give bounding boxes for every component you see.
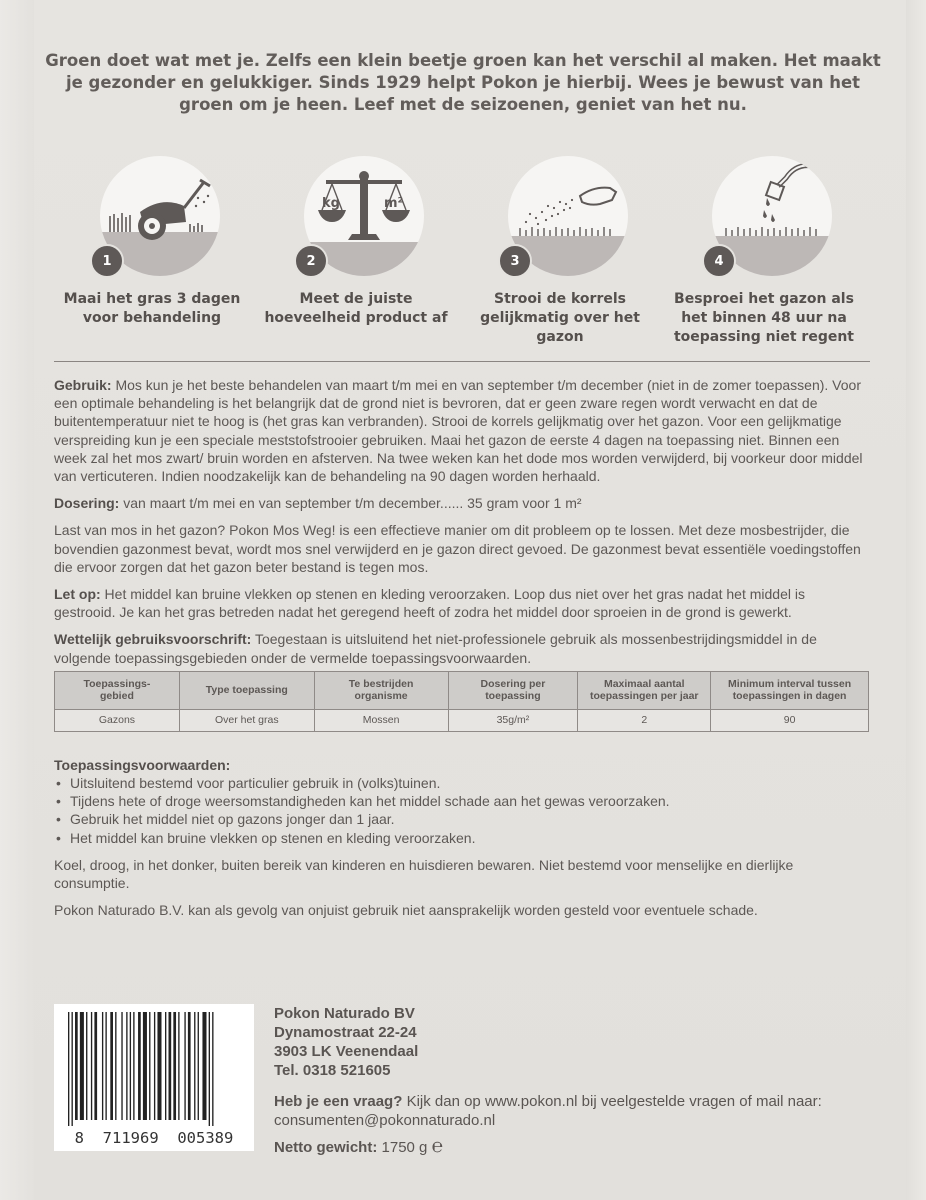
caution-text: Het middel kan bruine vlekken op stenen en kleding veroorzaken. Loop dus niet over het gras nadat het middel is gestrooid. Je kan het gras betreden nadat het geregend heeft of zodra het middel door sproeien in de grond is gewerkt. [54,586,805,621]
barcode-bar [86,1012,87,1120]
usage-text: Mos kun je het beste behandelen van maart t/m mei en van september t/m december (niet in de zomer toepassen). Voor een optimale behandeling is het belangrijk dat de grond niet is bevroren, dat er geen zware regen wordt verwacht en dat de buitentemperatuur niet te hoog is (het gras kan verbranden). Strooi de korrels gelijkmatig over het gazon. Voor een gelijkmatige verspreiding kun je een speciale meststofstrooier gebruiken. Maai het gazon de eerste 4 dagen na toepassing niet. Binnen een week zal het mos zwart/ bruin worden en afsterven. Na twee weken kan het dode mos worden verwijderd, bij voorkeur door middel van verticuteren. Indien noodzakelijk kan de behandeling na 90 dagen worden herhaald. [54,377,863,485]
barcode-bar [143,1012,147,1120]
liability-paragraph: Pokon Naturado B.V. kan als gevolg van onjuist gebruik niet aansprakelijk worden gesteld voor eventuele schade. [54,902,758,919]
step-2 [258,138,454,350]
table-cell: 35g/m² [448,709,578,731]
caution-label: Let op: [54,586,101,603]
estimated-sign-icon: ℮ [431,1136,443,1157]
legal-paragraph [54,630,870,666]
barcode-bar [115,1012,116,1120]
table-cell: 90 [711,709,869,731]
barcode-digits: 8 711969 005389 [74,1129,234,1147]
step-number-badge: 2 [294,244,328,278]
step-1 [54,138,250,350]
barcode-bars [62,1012,246,1126]
step-3 [462,138,658,350]
barcode-bar [80,1012,84,1120]
usage-label: Gebruik: [54,377,112,393]
barcode-bar [184,1012,185,1120]
barcode-bar [149,1012,150,1120]
contact-block [274,1004,874,1157]
storage-paragraph: Koel, droog, in het donker, buiten bereik van kinderen en huisdieren bewaren. Niet bestemd voor menselijke en dierlijke consumptie. [54,856,794,892]
instructions-body [54,376,870,928]
barcode-bar [209,1012,210,1126]
usage-paragraph [54,376,870,485]
barcode-bar [188,1012,191,1120]
barcode-bar [194,1012,195,1120]
table-header: Te bestrijden organisme [314,671,448,709]
legal-label: Wettelijk gebruiksvoorschrift: [54,631,252,648]
list-item: • Tijdens hete of droge weersomstandigheden kan het middel schade aan het gewas veroorzaken. [54,792,870,810]
moss-paragraph: Last van mos in het gazon? Pokon Mos Weg! is een effectieve manier om dit probleem op te lossen. Met deze mosbestrijder, die bovendien gazonmest bevat, wordt mos snel verwijderd en je gazon direct gevoed. De gazonmest bevat essentiële voedingstoffen die ervoor zorgen dat het gazon beter bestand is tegen mos. [54,522,861,575]
step-number-badge: 4 [702,244,736,278]
barcode-bar [68,1012,69,1126]
step-caption: Strooi de korrels gelijkmatig over het gazon [480,291,640,345]
scale-label-right: m² [384,196,404,211]
table-header: Maximaal aantal toepassingen per jaar [578,671,711,709]
step-caption: Meet de juiste hoeveelheid product af [264,291,448,326]
legal-text: Toegestaan is uitsluitend het niet-professionele gebruik als mossenbestrijdingsmiddel in de volgende toepassingsgebieden onder de vermelde toepassingsvoorwaarden. [54,631,817,666]
dosage-label: Dosering: [54,495,120,512]
barcode-bar [94,1012,97,1120]
dosage-text: van maart t/m mei en van september t/m december...... 35 gram voor 1 m² [123,495,582,512]
barcode-bar [102,1012,103,1120]
application-table [54,671,869,732]
instruction-steps [54,138,874,350]
table-row [55,709,869,731]
package-edge-left [0,0,34,1200]
question-text: Kijk dan op www.pokon.nl bij veelgestelde vragen of mail naar: consumenten@pokonnaturado.nl [274,1093,822,1129]
barcode-bar [165,1012,166,1120]
table-cell: Gazons [55,709,180,731]
net-weight-line [274,1137,874,1157]
divider-top [54,361,870,362]
table-header: Minimum interval tussen toepassingen in dagen [711,671,869,709]
barcode-bar [75,1012,78,1120]
question-label: Heb je een vraag? [274,1093,403,1110]
package-edge-right [906,0,926,1200]
barcode-bar [105,1012,106,1120]
conditions-title: Toepassingsvoorwaarden: [54,756,231,773]
barcode-bar [126,1012,127,1120]
company-name: Pokon Naturado BV [274,1005,415,1022]
barcode-bar [72,1012,73,1126]
barcode-bar [212,1012,213,1126]
company-phone: Tel. 0318 521605 [274,1062,391,1079]
net-weight-label: Netto gewicht: [274,1139,378,1156]
table-header-row [55,671,869,709]
step-number-badge: 3 [498,244,532,278]
barcode-bar [138,1012,141,1120]
table-header: Type toepassing [179,671,314,709]
barcode-bar [91,1012,92,1120]
intro-slogan: Groen doet wat met je. Zelfs een klein beetje groen kan het verschil al maken. Het maakt je gezonder en gelukkiger. Sinds 1929 helpt Pokon je hierbij. Wees je bewust van het groen om je heen. Leef met de seizoenen, geniet van het nu. [45,51,881,114]
table-cell: Over het gras [179,709,314,731]
company-street: Dynamostraat 22-24 [274,1024,417,1041]
step-caption: Maai het gras 3 dagen voor behandeling [63,291,241,326]
table-header: Toepassings- gebied [55,671,180,709]
company-city: 3903 LK Veenendaal [274,1043,419,1060]
list-item: • Het middel kan bruine vlekken op stenen en kleding veroorzaken. [54,829,870,847]
step-caption: Besproei het gazon als het binnen 48 uur na toepassing niet regent [673,291,854,345]
barcode-bar [154,1012,155,1120]
table-cell: Mossen [314,709,448,731]
barcode-bar [130,1012,131,1120]
barcode-bar [178,1012,179,1120]
table-header: Dosering per toepassing [448,671,578,709]
barcode-bar [198,1012,199,1120]
step-4 [666,138,862,350]
table-cell: 2 [578,709,711,731]
barcode-bar [157,1012,161,1120]
barcode-bar [133,1012,134,1120]
list-item: • Gebruik het middel niet op gazons jonger dan 1 jaar. [54,810,870,828]
barcode-bar [202,1012,206,1120]
barcode-bar [169,1012,172,1120]
dosage-paragraph [54,494,870,512]
question-line [274,1092,874,1130]
step-number-badge: 1 [90,244,124,278]
caution-paragraph [54,585,870,621]
barcode-bar [121,1012,122,1120]
list-item: • Uitsluitend bestemd voor particulier gebruik in (volks)tuinen. [54,774,870,792]
barcode-bar [110,1012,113,1120]
barcode [54,1004,254,1151]
scale-label-left: kg [322,196,340,211]
barcode-bar [173,1012,176,1120]
net-weight-value: 1750 g [381,1139,428,1156]
conditions-list [54,774,870,847]
